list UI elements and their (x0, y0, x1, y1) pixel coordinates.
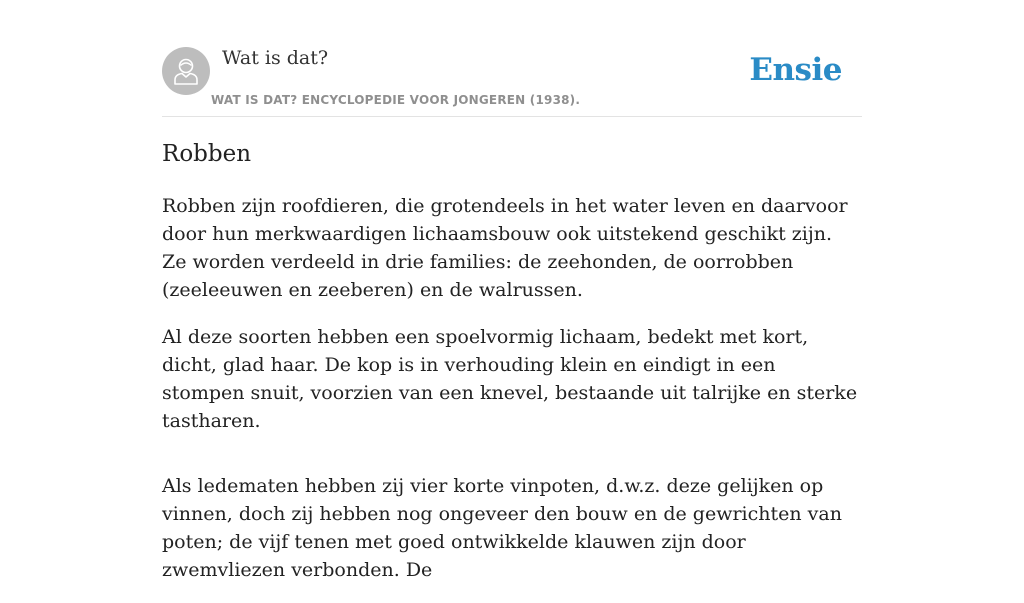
article-paragraph: Als ledematen hebben zij vier korte vinpoten, d.w.z. deze gelijken op vinnen, doch zij hebben nog ongeveer den bouw en de gewrichten van poten; de vijf tenen met goed ontwikkelde klauwen zijn door zwemvliezen verbonden. De (162, 475, 842, 581)
author-avatar[interactable] (162, 47, 210, 95)
ensie-logo-link[interactable]: Ensie (749, 52, 842, 88)
user-icon (172, 56, 200, 86)
article-body (162, 192, 862, 603)
page (162, 0, 862, 581)
article-header (162, 0, 862, 117)
article-paragraph: Robben zijn roofdieren, die grotendeels in het water leven en daarvoor door hun merkwaardigen lichaamsbouw ook uitstekend geschikt zijn. Ze worden verdeeld in drie families: de zeehonden, de oorrobben (zeeleeuwen en zeeberen) en de walrussen. (162, 195, 848, 301)
article-paragraph: Al deze soorten hebben een spoelvormig lichaam, bedekt met kort, dicht, glad haar. De kop is in verhouding klein en eindigt in een stompen snuit, voorzien van een knevel, bestaande uit talrijke en sterke tastharen. (162, 326, 858, 432)
author-name[interactable]: Wat is dat? (222, 47, 329, 69)
source-label[interactable]: WAT IS DAT? ENCYCLOPEDIE VOOR JONGEREN (1938). (211, 93, 581, 107)
article-title: Robben (162, 141, 252, 167)
